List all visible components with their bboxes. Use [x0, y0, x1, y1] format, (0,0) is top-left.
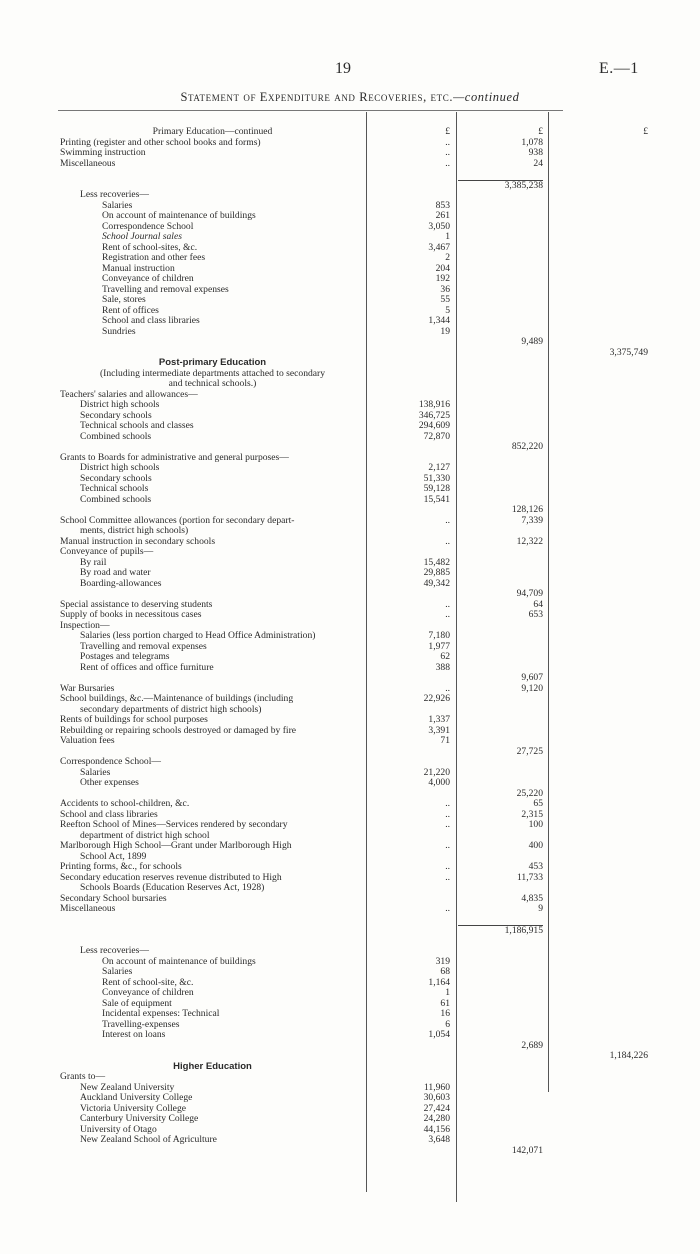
amount-c1: 1,164 — [428, 976, 450, 988]
amount-c1: 3,467 — [428, 241, 450, 253]
amount-c2: 128,126 — [511, 504, 543, 515]
amount-c2: 2,689 — [521, 1039, 543, 1051]
amount-c1: 19 — [440, 325, 450, 337]
top-rule — [58, 110, 563, 111]
amount-c1: 55 — [440, 294, 450, 305]
table-row — [0, 526, 700, 537]
amount-c1: 61 — [440, 997, 450, 1009]
amount-c1: .. — [445, 861, 450, 872]
row-label: Salaries — [80, 766, 111, 778]
row-label: Combined schools — [80, 430, 152, 442]
table-row — [0, 820, 700, 831]
table-row — [0, 715, 700, 726]
amount-c2: 852,220 — [511, 441, 543, 452]
amount-c2: 9,489 — [521, 336, 543, 347]
row-label: Accidents to school-children, &c. — [60, 798, 190, 809]
row-label: School Act, 1899 — [80, 850, 147, 862]
row-label: Salaries (less portion charged to Head Office Administration) — [80, 630, 316, 641]
row-label: ments, district high schools) — [80, 525, 189, 536]
amount-c2: 9 — [538, 903, 543, 914]
amount-c2: 2,315 — [521, 808, 543, 820]
row-label: Other expenses — [80, 777, 139, 788]
table-row — [0, 232, 700, 243]
table-row — [0, 1072, 700, 1083]
row-label: Travelling and removal expenses — [80, 640, 207, 652]
table-row — [0, 736, 700, 747]
row-label: Technical schools and classes — [80, 420, 194, 431]
row-label: Rent of offices — [102, 304, 159, 316]
row-label: Correspondence School— — [60, 756, 161, 767]
amount-c1: 138,916 — [418, 399, 450, 410]
row-label: Secondary schools — [80, 472, 152, 484]
amount-c2: 938 — [528, 147, 543, 158]
table-row — [0, 1030, 700, 1041]
amount-c1: 1,977 — [428, 640, 450, 652]
amount-c2: 142,071 — [511, 1144, 543, 1156]
row-label: Sale, stores — [102, 294, 146, 305]
amount-c1: 30,603 — [423, 1092, 450, 1103]
section-heading — [0, 358, 700, 369]
row-label: Rent of school-site, &c. — [102, 976, 194, 988]
row-label: Rent of offices and office furniture — [80, 661, 214, 673]
row-label: Registration and other fees — [102, 252, 206, 263]
amount-c1: .. — [445, 136, 450, 148]
table-row — [0, 484, 700, 495]
amount-c1: £ — [445, 126, 450, 137]
row-label: New Zealand School of Agriculture — [80, 1134, 217, 1145]
row-label: (Including intermediate departments attached to secondary — [99, 367, 326, 379]
row-label: New Zealand University — [80, 1081, 175, 1093]
row-label: Grants to— — [60, 1071, 106, 1082]
amount-c1: 6 — [445, 1018, 450, 1030]
table-row — [0, 432, 700, 443]
amount-c1: 388 — [435, 661, 450, 673]
table-row — [0, 274, 700, 285]
row-label: Salaries — [102, 199, 133, 211]
section-heading — [0, 379, 700, 390]
amount-c1: .. — [445, 808, 450, 820]
table-row — [0, 883, 700, 894]
amount-c2: £ — [538, 126, 543, 137]
statement-table — [0, 127, 700, 1156]
row-label: District high schools — [80, 462, 160, 473]
amount-c1: 7,180 — [428, 630, 450, 641]
row-label: Miscellaneous — [60, 903, 116, 914]
row-label: School Journal sales — [102, 231, 182, 242]
amount-c1: 853 — [435, 199, 450, 211]
row-label: District high schools — [80, 399, 160, 410]
heading-title: Statement of Expenditure and Recoveries, etc. — [180, 90, 454, 104]
amount-c1: .. — [445, 871, 450, 883]
amount-c1: .. — [445, 819, 450, 830]
row-label: Higher Education — [173, 1060, 252, 1072]
amount-c1: .. — [445, 157, 450, 169]
amount-c1: 3,648 — [428, 1134, 450, 1145]
amount-c2: 100 — [528, 819, 543, 830]
amount-c1: 2 — [445, 252, 450, 263]
row-label: War Bursaries — [60, 682, 115, 694]
row-label: Less recoveries— — [80, 945, 149, 956]
amount-c2: 12,322 — [516, 535, 543, 547]
row-label: Secondary School bursaries — [60, 892, 167, 904]
amount-c1: .. — [445, 535, 450, 547]
table-row — [0, 1093, 700, 1104]
row-label: Marlborough High School—Grant under Marlborough High — [60, 840, 292, 851]
amount-c2: 4,835 — [521, 892, 543, 904]
row-label: Combined schools — [80, 493, 152, 505]
row-label: Postages and telegrams — [80, 651, 170, 662]
row-label: Grants to Boards for administrative and general purposes— — [60, 451, 289, 463]
heading-continued: —continued — [453, 90, 520, 104]
amount-c1: .. — [445, 598, 450, 610]
subtotal-row — [0, 1051, 700, 1062]
row-label: Less recoveries— — [80, 189, 149, 200]
subtotal-row — [0, 442, 700, 453]
row-label: Secondary education reserves revenue distributed to High — [60, 871, 282, 883]
row-label: Technical schools — [80, 483, 149, 494]
amount-c2: 453 — [528, 861, 543, 872]
row-label: School and class libraries — [60, 808, 158, 820]
table-row — [0, 1135, 700, 1146]
amount-c1: 59,128 — [423, 483, 450, 494]
row-label: School Committee allowances (portion for secondary depart- — [60, 514, 295, 526]
subtotal-row — [0, 337, 700, 348]
row-label: Rent of school-sites, &c. — [102, 241, 198, 253]
amount-c1: 261 — [435, 210, 450, 221]
amount-c1: 16 — [440, 1008, 450, 1019]
table-row — [0, 946, 700, 957]
amount-c1: .. — [445, 147, 450, 158]
amount-c1: 21,220 — [423, 766, 450, 778]
row-label: Primary Education—continued — [152, 126, 273, 137]
subtotal-row — [0, 1041, 700, 1052]
amount-c2: 25,220 — [516, 787, 543, 799]
row-label: Sale of equipment — [102, 997, 172, 1009]
amount-c3: £ — [643, 126, 648, 137]
amount-c1: 27,424 — [423, 1102, 450, 1114]
row-label: School buildings, &c.—Maintenance of buildings (including — [60, 693, 294, 704]
table-row — [0, 631, 700, 642]
row-label: and technical schools.) — [168, 378, 257, 389]
row-label: Supply of books in necessitous cases — [60, 609, 202, 620]
table-row — [0, 190, 700, 201]
amount-c1: 3,050 — [428, 220, 450, 232]
amount-c1: .. — [445, 798, 450, 809]
amount-c1: 1,337 — [428, 714, 450, 725]
table-row — [0, 988, 700, 999]
amount-c2: 653 — [528, 609, 543, 620]
row-label: Conveyance of pupils— — [60, 546, 154, 557]
amount-c1: .. — [445, 903, 450, 914]
subtotal-row — [0, 673, 700, 684]
amount-c1: 72,870 — [423, 430, 450, 442]
table-row — [0, 799, 700, 810]
table-row — [0, 159, 700, 170]
amount-c1: 44,156 — [423, 1123, 450, 1135]
row-label: On account of maintenance of buildings — [102, 210, 256, 221]
table-row — [0, 211, 700, 222]
spacer-row — [0, 169, 700, 180]
row-label: Schools Boards (Education Reserves Act, 1928) — [80, 882, 265, 893]
table-row — [0, 757, 700, 768]
amount-c2: 65 — [533, 798, 543, 809]
amount-c1: 22,926 — [423, 693, 450, 704]
table-row — [0, 579, 700, 590]
row-label: Teachers' salaries and allowances— — [60, 388, 198, 400]
table-row — [0, 610, 700, 621]
row-label: On account of maintenance of buildings — [102, 955, 256, 967]
row-label: Travelling-expenses — [102, 1018, 180, 1030]
amount-c1: 319 — [435, 955, 450, 967]
row-label: Boarding-allowances — [80, 577, 162, 589]
table-row — [0, 904, 700, 915]
amount-c1: .. — [445, 682, 450, 694]
spacer-row — [0, 915, 700, 926]
amount-c1: 5 — [445, 304, 450, 316]
row-label: Printing forms, &c., for schools — [60, 861, 182, 872]
table-row — [0, 652, 700, 663]
row-label: Victoria University College — [80, 1102, 186, 1114]
row-label: By rail — [80, 556, 107, 568]
row-label: Manual instruction in secondary schools — [60, 535, 216, 547]
amount-c1: 36 — [440, 283, 450, 295]
amount-c1: 62 — [440, 651, 450, 662]
page-code: E.—1 — [599, 60, 639, 77]
table-row — [0, 253, 700, 264]
row-label: department of district high school — [80, 829, 210, 841]
subtotal-row — [0, 925, 700, 936]
table-row — [0, 547, 700, 558]
table-row — [0, 568, 700, 579]
row-label: Auckland University College — [80, 1092, 193, 1103]
amount-c1: 192 — [435, 273, 450, 284]
table-row — [0, 463, 700, 474]
amount-c2: 7,339 — [521, 514, 543, 526]
amount-c1: 294,609 — [418, 420, 450, 431]
amount-c1: 29,885 — [423, 567, 450, 578]
amount-c1: 1 — [445, 987, 450, 998]
amount-c2: 400 — [528, 840, 543, 851]
amount-c1: 24,280 — [423, 1113, 450, 1124]
table-row — [0, 400, 700, 411]
row-label: Post-primary Education — [158, 357, 267, 368]
amount-c1: 1,054 — [428, 1029, 450, 1040]
row-label: Secondary schools — [80, 409, 152, 421]
amount-c1: 71 — [440, 735, 450, 746]
row-label: Inspection— — [60, 619, 110, 631]
amount-c1: 1 — [445, 231, 450, 242]
section-heading — [0, 1062, 700, 1073]
table-row — [0, 862, 700, 873]
amount-c1: 346,725 — [418, 409, 450, 421]
table-row — [0, 316, 700, 327]
row-label: Interest on loans — [102, 1029, 166, 1040]
amount-c1: .. — [445, 840, 450, 851]
amount-c1: 204 — [435, 262, 450, 274]
table-row — [0, 694, 700, 705]
table-row — [0, 495, 700, 506]
table-row — [0, 421, 700, 432]
row-label: Rebuilding or repairing schools destroyed or damaged by fire — [60, 724, 297, 736]
amount-c2: 11,733 — [516, 871, 543, 883]
table-row — [0, 663, 700, 674]
amount-c2: 1,186,915 — [458, 925, 543, 937]
amount-c1: 15,541 — [423, 493, 450, 505]
amount-c1: 4,000 — [428, 777, 450, 788]
row-label: Printing (register and other school books and forms) — [60, 136, 261, 148]
amount-c1: 15,482 — [423, 556, 450, 568]
subtotal-row — [0, 505, 700, 516]
table-row — [0, 841, 700, 852]
row-label: School and class libraries — [102, 315, 200, 326]
subtotal-row — [0, 348, 700, 359]
row-label: Swimming instruction — [60, 147, 146, 158]
row-label: Valuation fees — [60, 735, 115, 746]
amount-c1: 3,391 — [428, 724, 450, 736]
row-label: secondary departments of district high schools) — [80, 703, 262, 715]
amount-c3: 3,375,749 — [609, 346, 648, 358]
row-label: Special assistance to deserving students — [60, 598, 213, 610]
row-label: Salaries — [102, 966, 133, 977]
row-label: Travelling and removal expenses — [102, 283, 229, 295]
row-label: University of Otago — [80, 1123, 157, 1135]
amount-c1: 68 — [440, 966, 450, 977]
row-label: Manual instruction — [102, 262, 175, 274]
table-row — [0, 148, 700, 159]
row-label: Rents of buildings for school purposes — [60, 714, 208, 725]
table-row — [0, 1009, 700, 1020]
row-label: Canterbury University College — [80, 1113, 199, 1124]
page-number: 19 — [335, 60, 351, 77]
table-row — [0, 967, 700, 978]
amount-c1: .. — [445, 514, 450, 526]
statement-heading — [0, 90, 700, 105]
amount-c3: 1,184,226 — [609, 1050, 648, 1061]
amount-c2: 24 — [533, 157, 543, 169]
row-label: By road and water — [80, 567, 151, 578]
amount-c1: 11,960 — [423, 1081, 450, 1093]
section-heading — [0, 127, 700, 138]
amount-c2: 9,120 — [521, 682, 543, 694]
row-label: Conveyance of children — [102, 987, 194, 998]
table-row — [0, 778, 700, 789]
row-label: Incidental expenses: Technical — [102, 1008, 220, 1019]
amount-c1: 51,330 — [423, 472, 450, 484]
amount-c1: 49,342 — [423, 577, 450, 589]
amount-c2: 64 — [533, 598, 543, 610]
row-label: Miscellaneous — [60, 157, 116, 169]
amount-c1: 1,344 — [428, 315, 450, 326]
amount-c2: 1,078 — [521, 136, 543, 148]
subtotal-row — [0, 589, 700, 600]
row-label: Reefton School of Mines—Services rendered by secondary — [60, 819, 288, 830]
row-label: Conveyance of children — [102, 273, 194, 284]
amount-c2: 9,607 — [521, 672, 543, 683]
row-label: Correspondence School — [102, 220, 194, 232]
amount-c2: 94,709 — [516, 588, 543, 599]
amount-c1: .. — [445, 609, 450, 620]
amount-c2: 27,725 — [516, 745, 543, 757]
table-row — [0, 295, 700, 306]
row-label: Sundries — [102, 325, 136, 337]
table-row — [0, 1114, 700, 1125]
table-row — [0, 327, 700, 338]
amount-c1: 2,127 — [428, 462, 450, 473]
subtotal-row — [0, 1146, 700, 1157]
amount-c2: 3,385,238 — [458, 180, 543, 192]
section-heading — [0, 369, 700, 380]
